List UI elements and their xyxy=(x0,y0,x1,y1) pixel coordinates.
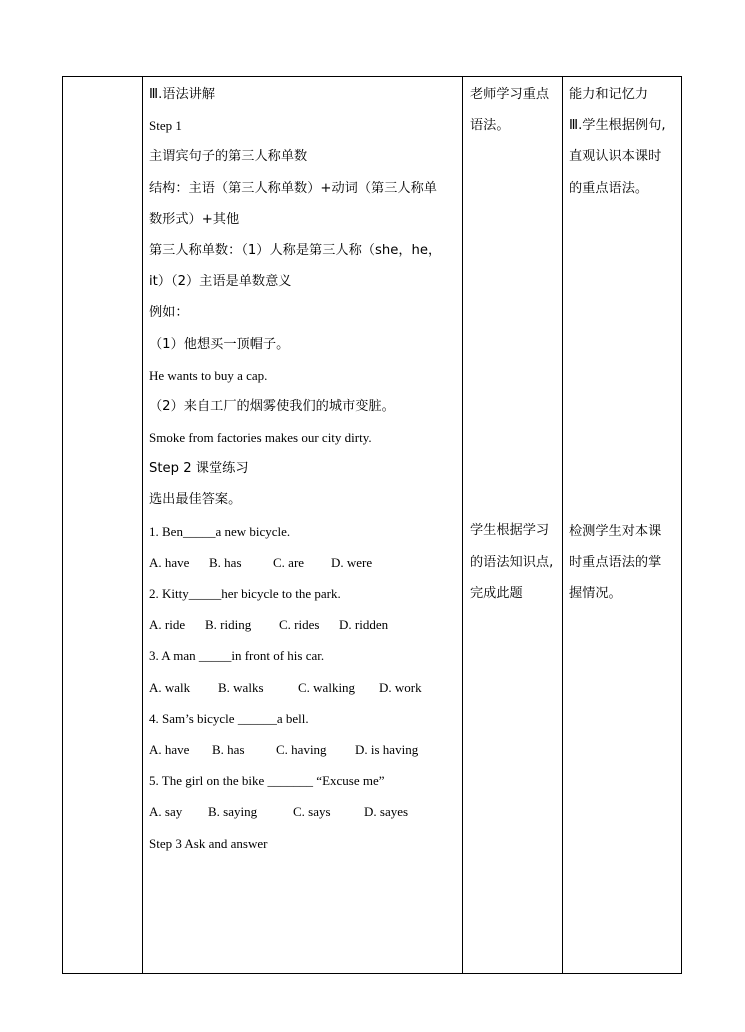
definition-line-1: 第三人称单数：（1）人称是第三人称（she，he， xyxy=(149,242,442,258)
teacher-spacer xyxy=(470,141,560,515)
teaching-content-column xyxy=(149,79,459,973)
step-1-label: Step 1 xyxy=(149,118,182,134)
purpose-line-6: 时重点语法的掌 xyxy=(569,554,662,570)
table-border-right xyxy=(681,77,682,973)
option: D. is having xyxy=(355,741,419,757)
option: D. ridden xyxy=(339,617,389,633)
option: B. has xyxy=(212,741,245,757)
question-5: 5. The girl on the bike _______ “Excuse me” xyxy=(149,773,385,789)
purpose-line-3: 直观认识本课时 xyxy=(569,149,662,165)
grammar-topic: 主谓宾句子的第三人称单数 xyxy=(149,149,308,165)
option: C. says xyxy=(293,804,331,820)
option: A. ride xyxy=(149,617,186,633)
option: B. has xyxy=(209,554,242,570)
option: A. say xyxy=(149,804,183,820)
student-note-line-3: 完成此题 xyxy=(470,585,523,601)
lesson-plan-table xyxy=(62,76,682,974)
structure-line-1: 结构：主语（第三人称单数）+动词（第三人称单 xyxy=(149,180,437,196)
student-note-line-2: 的语法知识点, xyxy=(470,554,554,570)
option: A. have xyxy=(149,554,190,570)
table-divider-3 xyxy=(562,77,563,973)
option: B. saying xyxy=(208,804,258,820)
example-2-english: Smoke from factories makes our city dirty. xyxy=(149,430,372,446)
option: C. rides xyxy=(279,617,320,633)
purpose-line-1: 能力和记忆力 xyxy=(569,87,649,102)
example-label: 例如： xyxy=(149,305,189,321)
purpose-spacer xyxy=(569,204,681,516)
example-2-chinese: （2）来自工厂的烟雾使我们的城市变脏。 xyxy=(149,398,395,414)
option: A. walk xyxy=(149,679,191,695)
question-3-options xyxy=(149,672,459,703)
option: D. work xyxy=(379,679,422,695)
option: C. walking xyxy=(298,679,356,695)
question-3: 3. A man _____in front of his car. xyxy=(149,648,325,664)
option: C. are xyxy=(273,554,305,570)
teacher-note-line-2: 语法。 xyxy=(470,118,510,134)
example-1-chinese: （1）他想买一顶帽子。 xyxy=(149,336,290,352)
purpose-line-5: 检测学生对本课 xyxy=(569,523,662,539)
option: A. have xyxy=(149,741,190,757)
question-4: 4. Sam’s bicycle ______a bell. xyxy=(149,710,309,726)
option: B. walks xyxy=(218,679,264,695)
option: D. sayes xyxy=(364,804,409,820)
exercise-instruction: 选出最佳答案。 xyxy=(149,492,242,508)
purpose-line-2: Ⅲ.学生根据例句, xyxy=(569,118,666,134)
purpose-line-4: 的重点语法。 xyxy=(569,180,649,196)
student-note-line-1: 学生根据学习 xyxy=(470,523,550,539)
option: D. were xyxy=(331,554,373,570)
question-2: 2. Kitty_____her bicycle to the park. xyxy=(149,586,341,601)
purpose-line-7: 握情况。 xyxy=(569,586,622,602)
question-4-options xyxy=(149,734,459,765)
teacher-note-line-1: 老师学习重点 xyxy=(470,87,550,102)
step-3-label: Step 3 Ask and answer xyxy=(149,835,268,851)
question-5-options xyxy=(149,796,459,827)
definition-line-2: it）（2）主语是单数意义 xyxy=(149,274,292,290)
table-divider-1 xyxy=(142,77,143,973)
design-purpose-column xyxy=(569,79,681,973)
example-1-english: He wants to buy a cap. xyxy=(149,367,268,383)
question-1-options xyxy=(149,547,459,578)
step-2-label: Step 2 课堂练习 xyxy=(149,461,249,477)
section-heading: Ⅲ.语法讲解 xyxy=(149,87,216,102)
option: B. riding xyxy=(205,617,252,633)
structure-line-2: 数形式）+其他 xyxy=(149,211,240,227)
option: C. having xyxy=(276,741,327,757)
question-2-options xyxy=(149,609,459,640)
table-border-left xyxy=(62,77,63,973)
question-1: 1. Ben_____a new bicycle. xyxy=(149,523,291,539)
teacher-activity-column xyxy=(470,79,560,973)
table-divider-2 xyxy=(462,77,463,973)
